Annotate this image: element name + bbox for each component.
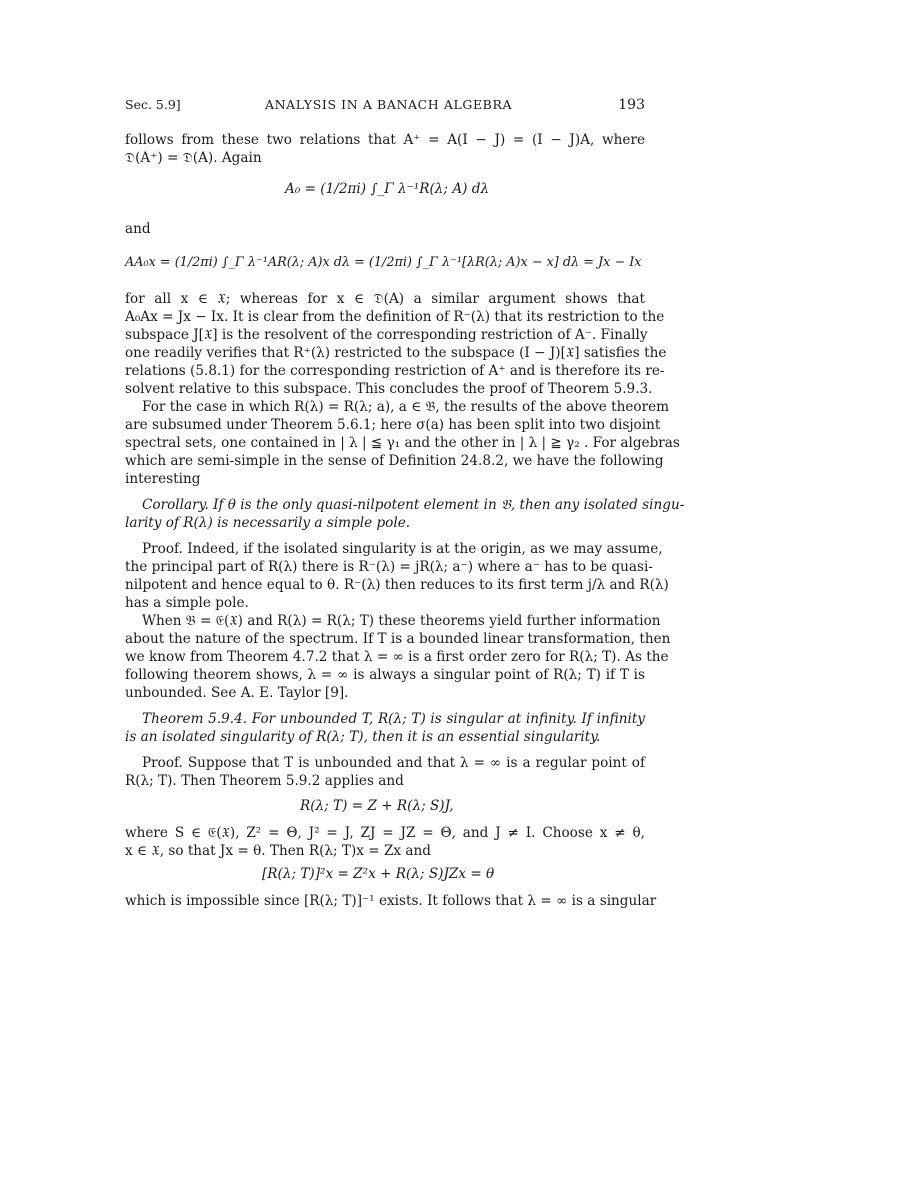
text-line: the principal part of R(λ) there is R⁻(λ) = jR(λ; a⁻) where a⁻ has to be quasi- [125, 559, 653, 575]
text-line: 𝔇(A⁺) = 𝔇(A). Again [125, 150, 262, 166]
theorem-line: Theorem 5.9.4. For unbounded T, R(λ; T) is singular at infinity. If infinity [142, 711, 645, 727]
corollary-line: Corollary. If θ is the only quasi-nilpotent element in 𝔅, then any isolated singu- [142, 497, 685, 513]
equation-resolvent: R(λ; T) = Z + R(λ; S)J, [300, 798, 454, 814]
text-line: solvent relative to this subspace. This concludes the proof of Theorem 5.9.3. [125, 381, 653, 397]
text-line: about the nature of the spectrum. If T is a bounded linear transformation, then [125, 631, 671, 647]
text-line: When 𝔅 = 𝔈(𝔛) and R(λ) = R(λ; T) these theorems yield further information [142, 613, 661, 629]
equation-a0: A₀ = (1/2πi) ∫_Γ λ⁻¹R(λ; A) dλ [285, 181, 490, 197]
text-line: relations (5.8.1) for the corresponding restriction of A⁺ and is therefore its re- [125, 363, 665, 379]
equation-aa0x: AA₀x = (1/2πi) ∫_Γ λ⁻¹AR(λ; A)x dλ = (1/2πi) ∫_Γ λ⁻¹[λR(λ; A)x − x] dλ = Jx − Ix [125, 255, 642, 270]
text-line: spectral sets, one contained in | λ | ≦ γ₁ and the other in | λ | ≧ γ₂ . For algebras [125, 435, 680, 451]
text-line: and [125, 221, 151, 237]
running-header [125, 97, 645, 117]
proof-line: Proof. Suppose that T is unbounded and that λ = ∞ is a regular point of [142, 755, 645, 771]
text-line: one readily verifies that R⁺(λ) restricted to the subspace (I − J)[𝔛] satisfies the [125, 345, 667, 361]
text-line: For the case in which R(λ) = R(λ; a), a ∈ 𝔅, the results of the above theorem [142, 399, 670, 415]
text-line: we know from Theorem 4.7.2 that λ = ∞ is a first order zero for R(λ; T). As the [125, 649, 669, 665]
text-line: has a simple pole. [125, 595, 249, 611]
section-label: Sec. 5.9] [125, 97, 181, 112]
text-line: A₀Ax = Jx − Ix. It is clear from the definition of R⁻(λ) that its restriction to the [125, 309, 665, 325]
corollary-line: larity of R(λ) is necessarily a simple pole. [125, 515, 411, 531]
proof-line: Proof. Indeed, if the isolated singularity is at the origin, as we may assume, [142, 541, 663, 557]
text-line: unbounded. See A. E. Taylor [9]. [125, 685, 349, 701]
page-number: 193 [618, 97, 645, 113]
text-line: following theorem shows, λ = ∞ is always a singular point of R(λ; T) if T is [125, 667, 645, 683]
text-line: which are semi-simple in the sense of Definition 24.8.2, we have the following [125, 453, 664, 469]
text-line: for all x ∈ 𝔛; whereas for x ∈ 𝔇(A) a similar argument shows that [125, 291, 645, 307]
theorem-line: is an isolated singularity of R(λ; T), then it is an essential singularity. [125, 729, 601, 745]
text-line: where S ∈ 𝔈(𝔛), Z² = Θ, J² = J, ZJ = JZ = Θ, and J ≠ I. Choose x ≠ θ, [125, 825, 645, 841]
chapter-title: ANALYSIS IN A BANACH ALGEBRA [265, 97, 513, 112]
text-line: x ∈ 𝔛, so that Jx = θ. Then R(λ; T)x = Zx and [125, 843, 431, 859]
text-line: interesting [125, 471, 201, 487]
text-line: subspace J[𝔛] is the resolvent of the corresponding restriction of A⁻. Finally [125, 327, 648, 343]
text-line: follows from these two relations that A⁺ = A(I − J) = (I − J)A, where [125, 132, 645, 148]
text-line: R(λ; T). Then Theorem 5.9.2 applies and [125, 773, 404, 789]
text-line: which is impossible since [R(λ; T)]⁻¹ exists. It follows that λ = ∞ is a singular [125, 893, 657, 909]
text-line: are subsumed under Theorem 5.6.1; here σ(a) has been split into two disjoint [125, 417, 661, 433]
text-line: nilpotent and hence equal to θ. R⁻(λ) then reduces to its first term j/λ and R(λ) [125, 577, 669, 593]
equation-square: [R(λ; T)]²x = Z²x + R(λ; S)JZx = θ [262, 866, 495, 882]
